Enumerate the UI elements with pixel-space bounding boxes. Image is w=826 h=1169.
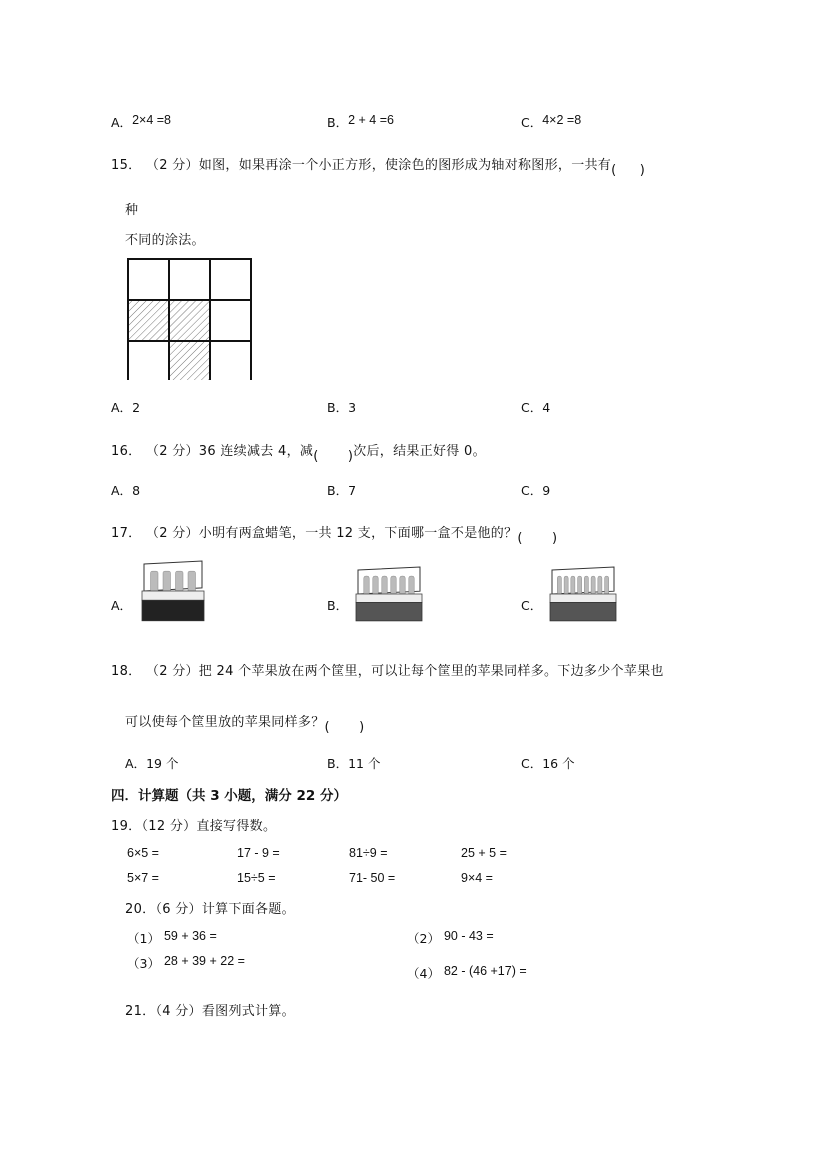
q18-option-a	[125, 754, 178, 772]
grid-cell	[128, 259, 169, 300]
item-expr: 59 + 36 =	[163, 929, 217, 943]
q15-line2: 种	[125, 203, 139, 218]
q15-option-c	[521, 398, 550, 416]
option-label: A．	[125, 756, 147, 771]
q15-option-a	[111, 398, 140, 416]
q17-option-a-label: A．	[111, 598, 133, 613]
symmetry-grid-figure	[126, 257, 256, 380]
option-label: C．	[521, 483, 543, 498]
option-value: 4	[542, 400, 551, 415]
crayon-box-a-image	[140, 560, 208, 624]
q15-option-b	[327, 398, 356, 416]
question-score: （2 分）	[145, 158, 199, 173]
q18-line2	[125, 711, 365, 735]
q14-option-a	[111, 113, 171, 131]
q16-option-a	[111, 481, 140, 499]
option-label: B．	[327, 483, 349, 498]
question-number: 19．	[111, 819, 142, 834]
paren-left: (	[313, 449, 319, 464]
option-label: A．	[111, 400, 133, 415]
q20-item-2	[407, 929, 494, 947]
crayon-box-b-image	[354, 566, 426, 624]
shaded-grid-cell	[169, 341, 210, 380]
question-score: （2 分）	[145, 526, 199, 541]
question-number: 17．	[111, 526, 142, 541]
q19-stem	[111, 815, 276, 834]
option-value: 8	[132, 483, 141, 498]
question-score: （2 分）	[145, 664, 199, 679]
paren-right: )	[552, 531, 558, 546]
box-band	[142, 591, 204, 600]
question-score: （2 分）	[145, 444, 199, 459]
paren-right: )	[359, 720, 365, 735]
option-value: 11 个	[348, 756, 381, 771]
q16-option-c	[521, 481, 550, 499]
option-value: 4×2 =8	[542, 113, 582, 127]
question-number: 18．	[111, 664, 142, 679]
question-number: 15．	[111, 158, 142, 173]
item-expr: 90 - 43 =	[443, 929, 494, 943]
question-text: 计算下面各题。	[201, 902, 295, 917]
q19-item: 6×5 =	[127, 846, 159, 860]
paren-right: )	[347, 449, 354, 464]
shaded-grid-cell	[128, 300, 169, 341]
paren-left: (	[611, 163, 617, 178]
section-heading: 四．计算题（共 3 小题，满分 22 分）	[111, 788, 347, 804]
question-score: （6 分）	[155, 902, 202, 917]
crayon-box-c-image	[548, 566, 620, 624]
grid-cell	[210, 259, 251, 300]
box-band	[550, 594, 616, 602]
option-value: 2×4 =8	[132, 113, 171, 127]
q15-stem	[111, 154, 646, 178]
question-text: 看图列式计算。	[201, 1004, 295, 1019]
option-label: B．	[327, 756, 349, 771]
question-number: 16．	[111, 444, 142, 459]
q19-item: 71- 50 =	[349, 871, 396, 885]
q19-item: 15÷5 =	[237, 871, 276, 885]
q20-stem	[125, 898, 295, 917]
option-value: 19 个	[146, 756, 179, 771]
q19-item: 81÷9 =	[349, 846, 388, 860]
item-label: （2）	[407, 931, 440, 946]
option-value: 7	[348, 483, 357, 498]
question-text: 如图，如果再涂一个小正方形，使涂色的图形成为轴对称图形，一共有	[198, 158, 612, 173]
shaded-grid-cell	[169, 300, 210, 341]
q19-item: 9×4 =	[461, 871, 493, 885]
question-text: 把 24 个苹果放在两个筐里，可以让每个筐里的苹果同样多。下边多少个苹果也	[198, 664, 664, 679]
option-value: 2 + 4 =6	[348, 113, 394, 127]
q19-item: 25 + 5 =	[461, 846, 507, 860]
question-text-line2: 可以使每个筐里放的苹果同样多？	[125, 715, 325, 730]
grid-cell	[169, 259, 210, 300]
q17-option-b-label: B．	[327, 598, 349, 613]
q16-option-b	[327, 481, 356, 499]
question-text-after: 次后，结果正好得 0。	[353, 444, 486, 459]
option-label: A．	[111, 483, 133, 498]
grid-cell	[210, 341, 251, 380]
q21-stem	[125, 1000, 295, 1019]
question-text: 36 连续减去 4，减	[198, 444, 314, 459]
option-label: C．	[521, 115, 543, 130]
q17-option-c-label: C．	[521, 598, 543, 613]
question-score: （12 分）	[141, 819, 197, 834]
option-label: C．	[521, 756, 543, 771]
box-band	[356, 594, 422, 602]
paren-left: (	[324, 720, 330, 735]
q18-option-b	[327, 754, 380, 772]
q17-stem	[111, 522, 558, 546]
grid-cell	[128, 341, 169, 380]
question-number: 21．	[125, 1004, 156, 1019]
q19-item: 5×7 =	[127, 871, 159, 885]
q14-option-c	[521, 113, 581, 131]
option-value: 9	[542, 483, 551, 498]
question-number: 20．	[125, 902, 156, 917]
box-front	[550, 602, 616, 620]
question-text: 直接写得数。	[196, 819, 277, 834]
option-label: B．	[327, 400, 349, 415]
q18-option-c	[521, 754, 575, 772]
box-front	[356, 602, 422, 620]
option-label: A．	[111, 115, 133, 130]
question-score: （4 分）	[155, 1004, 202, 1019]
paren-left: (	[517, 531, 523, 546]
q15-line3: 不同的涂法。	[125, 233, 205, 248]
option-label: B．	[327, 115, 349, 130]
box-front	[142, 600, 204, 620]
q14-option-b	[327, 113, 394, 131]
paren-right: )	[639, 163, 646, 178]
q18-stem	[111, 660, 664, 679]
grid-cell	[210, 300, 251, 341]
item-label: （4）	[407, 966, 440, 981]
q20-item-1	[127, 929, 217, 947]
option-value: 16 个	[542, 756, 575, 771]
item-label: （3）	[127, 956, 160, 971]
q20-item-3	[127, 954, 245, 972]
item-expr: 82 - (46 +17) =	[443, 964, 527, 978]
option-value: 2	[132, 400, 141, 415]
q20-item-4	[407, 964, 527, 982]
option-value: 3	[348, 400, 357, 415]
item-expr: 28 + 39 + 22 =	[163, 954, 245, 968]
option-label: C．	[521, 400, 543, 415]
question-text: 小明有两盒蜡笔，一共 12 支，下面哪一盒不是他的？	[198, 526, 518, 541]
q16-stem	[111, 440, 486, 464]
item-label: （1）	[127, 931, 160, 946]
q19-item: 17 - 9 =	[237, 846, 280, 860]
